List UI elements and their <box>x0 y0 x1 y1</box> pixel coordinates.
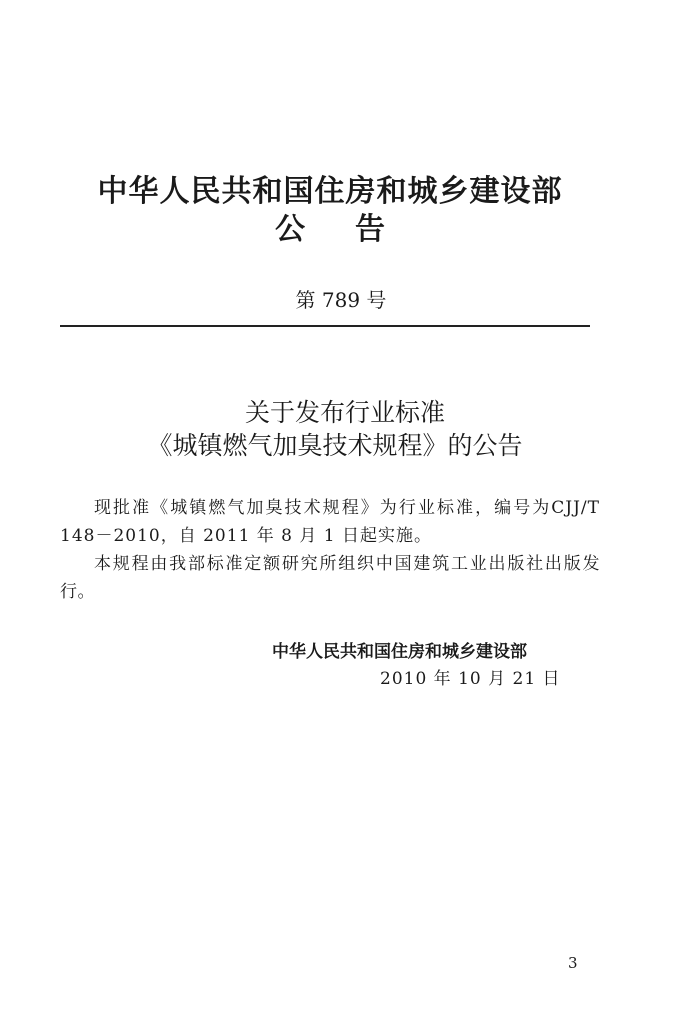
body-paragraph-1: 现批准《城镇燃气加臭技术规程》为行业标准，编号为CJJ/T 148－2010，自 2011 年 8 月 1 日起实施。 <box>60 498 600 546</box>
body-paragraph-2: 本规程由我部标准定额研究所组织中国建筑工业出版社出版发行。 <box>60 554 600 602</box>
issuing-organization-text: 中华人民共和国住房和城乡建设部 <box>97 174 563 209</box>
notice-number <box>0 284 690 313</box>
subject-line-2-text: 《城镇燃气加臭技术规程》的公告 <box>147 431 523 460</box>
subject-line-1 <box>0 393 690 429</box>
announcement-title <box>0 204 690 248</box>
subject-line-2 <box>0 426 690 462</box>
signature-organization: 中华人民共和国住房和城乡建设部 <box>272 642 527 662</box>
subject-line-1-text: 关于发布行业标准 <box>244 398 445 427</box>
announcement-title-text: 公告 <box>275 212 435 247</box>
notice-number-text: 第 789 号 <box>295 288 387 312</box>
page-number: 3 <box>568 954 578 972</box>
divider-rule <box>60 325 590 327</box>
signature-date: 2010 年 10 月 21 日 <box>380 669 561 689</box>
